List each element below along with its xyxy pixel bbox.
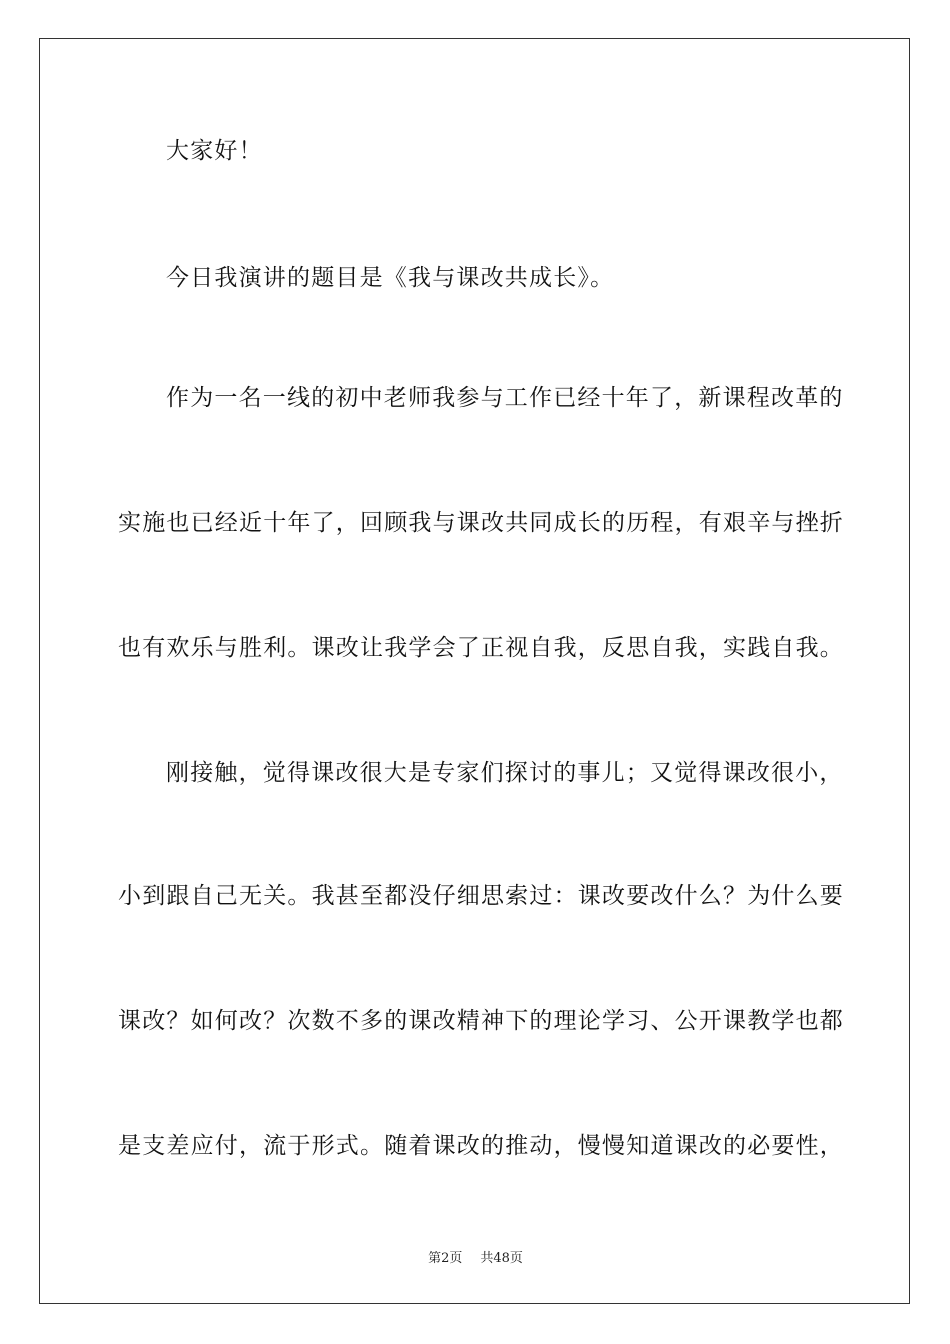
text-line-paragraph2-line2: 小到跟自己无关。我甚至都没仔细思索过：课改要改什么？为什么要 xyxy=(118,883,844,909)
text-line-paragraph2-line1: 刚接触，觉得课改很大是专家们探讨的事儿；又觉得课改很小， xyxy=(166,760,844,786)
text-line-paragraph1-line3: 也有欢乐与胜利。课改让我学会了正视自我，反思自我，实践自我。 xyxy=(118,635,844,661)
page-footer xyxy=(40,1250,911,1268)
text-line-greeting: 大家好！ xyxy=(166,138,263,164)
text-line-paragraph1-line2: 实施也已经近十年了，回顾我与课改共同成长的历程，有艰辛与挫折 xyxy=(118,510,844,536)
document-page xyxy=(39,38,910,1304)
text-line-topic: 今日我演讲的题目是《我与课改共成长》。 xyxy=(166,265,615,291)
page-total: 共48页 xyxy=(480,1251,523,1266)
text-line-paragraph2-line4: 是支差应付，流于形式。随着课改的推动，慢慢知道课改的必要性， xyxy=(118,1133,844,1159)
page-number: 第2页 xyxy=(428,1251,463,1266)
text-line-paragraph1-line1: 作为一名一线的初中老师我参与工作已经十年了，新课程改革的 xyxy=(166,385,844,411)
text-line-paragraph2-line3: 课改？如何改？次数不多的课改精神下的理论学习、公开课教学也都 xyxy=(118,1008,844,1034)
